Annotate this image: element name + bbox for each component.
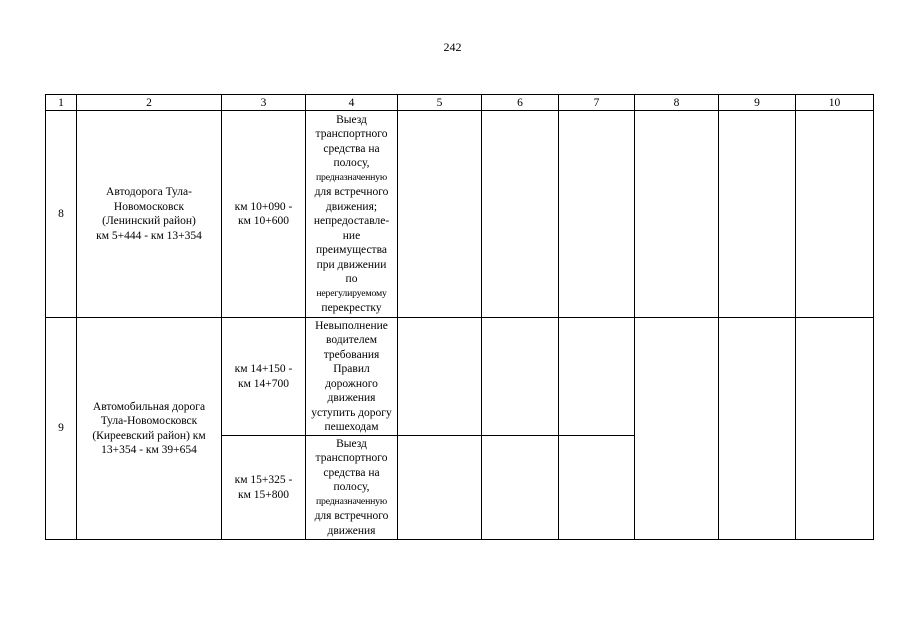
violation-line: дорожного <box>325 377 378 390</box>
header-cell-6: 6 <box>482 95 559 111</box>
violation-line: транспортного <box>315 128 388 140</box>
empty-cell <box>559 318 635 436</box>
road-line: Автомобильная дорога <box>92 400 206 413</box>
header-cell-8: 8 <box>635 95 719 111</box>
empty-cell <box>635 318 719 540</box>
km-cell <box>222 436 306 540</box>
row-number: 8 <box>46 111 77 318</box>
violation-line: требования <box>323 348 380 361</box>
km-line: км 14+150 - <box>234 363 293 375</box>
empty-cell <box>719 111 796 318</box>
violation-line: для встречного <box>314 510 389 523</box>
empty-cell <box>398 436 482 540</box>
empty-cell <box>635 111 719 318</box>
road-name-cell <box>77 111 222 318</box>
table-row-9 <box>46 318 874 436</box>
road-line: Автодорога Тула- <box>106 186 192 198</box>
document-table <box>45 94 874 540</box>
violation-line: движения <box>327 524 376 537</box>
violation-line: при движении <box>316 258 387 271</box>
road-line: Тула-Новомосковск <box>100 415 198 427</box>
violation-line: преимущества <box>316 244 387 256</box>
km-line: км 15+800 <box>238 488 289 501</box>
violation-line: непредоставле- <box>313 215 390 227</box>
violation-line: перекрестку <box>321 302 382 314</box>
empty-cell <box>559 436 635 540</box>
road-line: Новомосковск <box>113 200 185 213</box>
violation-cell <box>306 436 398 540</box>
violation-line: Правил <box>333 363 370 375</box>
header-cell-4: 4 <box>306 95 398 111</box>
road-name-cell <box>77 318 222 540</box>
empty-cell <box>559 111 635 318</box>
violation-cell <box>306 318 398 436</box>
violation-line: водителем <box>325 334 378 346</box>
km-line: км 14+700 <box>238 377 289 390</box>
empty-cell <box>796 318 874 540</box>
header-cell-7: 7 <box>559 95 635 111</box>
violation-line: по <box>345 273 358 285</box>
header-cell-1: 1 <box>46 95 77 111</box>
road-line: (Киреевский район) км <box>92 429 206 442</box>
violation-line: пешеходам <box>324 421 379 433</box>
header-cell-10: 10 <box>796 95 874 111</box>
empty-cell <box>719 318 796 540</box>
violation-line: предназначенную <box>316 495 387 507</box>
road-line: (Ленинский район) <box>102 215 196 227</box>
violation-line: средства на <box>323 142 380 155</box>
header-cell-9: 9 <box>719 95 796 111</box>
violation-line: Выезд <box>336 113 367 126</box>
km-cell <box>222 111 306 318</box>
violation-line: движения; <box>325 200 378 213</box>
km-line: км 10+090 - <box>234 200 293 213</box>
violation-line: Выезд <box>336 437 367 450</box>
empty-cell <box>482 111 559 318</box>
empty-cell <box>482 318 559 436</box>
header-cell-2: 2 <box>77 95 222 111</box>
table-row-8 <box>46 111 874 318</box>
empty-cell <box>796 111 874 318</box>
empty-cell <box>398 111 482 318</box>
violation-line: средства на <box>323 466 380 479</box>
road-line: 13+354 - км 39+654 <box>101 444 197 456</box>
empty-cell <box>482 436 559 540</box>
violation-line: для встречного <box>314 186 389 198</box>
violation-cell <box>306 111 398 318</box>
header-cell-5: 5 <box>398 95 482 111</box>
violation-line: ние <box>342 229 361 242</box>
header-row <box>46 95 874 111</box>
violation-line: транспортного <box>315 452 388 465</box>
violation-line: полосу, <box>333 157 370 169</box>
km-line: км 15+325 - <box>234 474 293 486</box>
row-number: 9 <box>46 318 77 540</box>
violation-line: предназначенную <box>316 171 387 183</box>
km-cell <box>222 318 306 436</box>
empty-cell <box>398 318 482 436</box>
page-number: 242 <box>443 40 462 54</box>
violation-line: нерегулируемому <box>316 287 387 299</box>
violation-line: Невыполнение <box>315 319 388 332</box>
km-line: км 10+600 <box>238 215 289 227</box>
violation-line: уступить дорогу <box>311 406 392 419</box>
violation-line: движения <box>327 392 376 404</box>
violation-line: полосу, <box>333 481 370 494</box>
road-line: км 5+444 - км 13+354 <box>96 229 202 242</box>
header-cell-3: 3 <box>222 95 306 111</box>
